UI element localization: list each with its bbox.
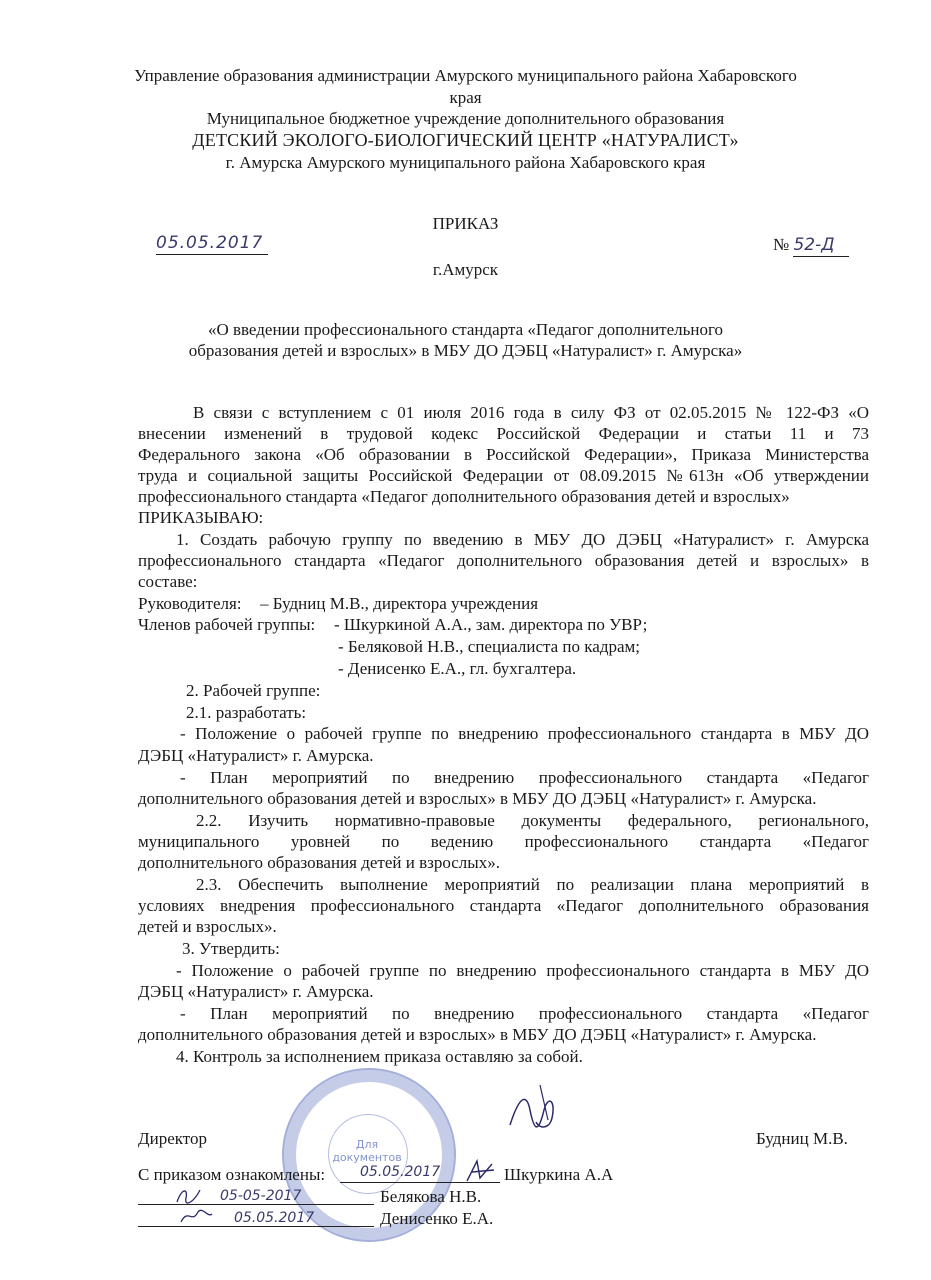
header-line-2: края [449,88,482,107]
item-3-a-line-1: - Положение о рабочей группе по внедрению профессионального стандарта в МБУ ДО [176,961,869,980]
paragraph-1-line-4: труда и социальной защиты Российской Федерации от 08.09.2015 №613н «Об утверждении [138,466,869,485]
order-subject-line-2: образования детей и взрослых» в МБУ ДО ДЭБЦ «Натуралист» г. Амурска» [188,341,743,360]
acquainted-row-3-line [138,1206,374,1227]
item-3-a-line-2: ДЭБЦ «Натуралист» г. Амурска. [138,982,374,1001]
order-number: 52-Д [793,235,849,257]
order-word: ПРИКАЗЫВАЮ: [138,508,264,527]
stamp-text [330,1138,404,1164]
item-2-3-line-1: 2.3. Обеспечить выполнение мероприятий по реализации плана мероприятий в [196,875,869,894]
order-number-line [773,234,849,257]
paragraph-1-line-2: внесении изменений в трудовой кодекс Российской Федерации и статьи 11 и 73 [138,424,869,443]
item-1-line-2: профессионального стандарта «Педагог дополнительного образования детей и взрослых» в [138,551,869,570]
acquainted-row-1-date: 05.05.2017 [360,1164,441,1180]
item-2: 2. Рабочей группе: [186,681,321,700]
member-3: - Денисенко Е.А., гл. бухгалтера. [338,659,577,678]
order-title: ПРИКАЗ [432,214,499,233]
header-line-3: Муниципальное бюджетное учреждение дополнительного образования [206,109,725,128]
item-2-2-line-1: 2.2. Изучить нормативно-правовые документы федерального, регионального, [196,811,869,830]
members-label: Членов рабочей группы: [138,615,316,634]
acquainted-row-1-name: Шкуркина А.А [504,1165,614,1184]
director-signature [500,1080,570,1140]
acquainted-row-2-name: Белякова Н.В. [380,1187,482,1206]
item-2-1-a-line-2: ДЭБЦ «Натуралист» г. Амурска. [138,746,374,765]
header-line-5: г. Амурска Амурского муниципального района Хабаровского края [225,153,706,172]
order-subject-line-1: «О введении профессионального стандарта «Педагог дополнительного [207,320,724,339]
acquainted-label: С приказом ознакомлены: [138,1165,326,1184]
item-2-1: 2.1. разработать: [186,703,307,722]
member-2: - Беляковой Н.В., специалиста по кадрам; [338,637,640,656]
acquainted-row-2-line [138,1184,374,1205]
acquainted-row-3-signature [178,1206,214,1228]
signature-position: Директор [138,1129,207,1148]
order-city: г.Амурск [432,260,499,279]
paragraph-1-line-1: В связи с вступлением с 01 июля 2016 года в силу ФЗ от 02.05.2015 № 122-ФЗ «О [193,403,869,422]
stamp-text-line-1: Для [355,1138,379,1151]
acquainted-row-2-signature [174,1184,204,1206]
order-date: 05.05.2017 [156,233,268,255]
item-1-line-1: 1. Создать рабочую группу по введению в МБУ ДО ДЭБЦ «Натуралист» г. Амурска [176,530,869,549]
item-3-b-line-2: дополнительного образования детей и взрослых» в МБУ ДО ДЭБЦ «Натуралист» г. Амурска. [138,1025,817,1044]
item-2-2-line-3: дополнительного образования детей и взрослых». [138,853,500,872]
paragraph-1-line-5: профессионального стандарта «Педагог дополнительного образования детей и взрослых» [138,487,790,506]
acquainted-row-1-signature [462,1156,502,1186]
stamp-text-line-2: документов [332,1151,402,1164]
leader-label: Руководителя: [138,594,242,613]
acquainted-row-1-line [340,1162,500,1183]
number-sign: № [773,235,790,254]
item-4: 4. Контроль за исполнением приказа оставляю за собой. [176,1047,583,1066]
item-3-b-line-1: - План мероприятий по внедрению профессионального стандарта «Педагог [180,1004,869,1023]
member-1: - Шкуркиной А.А., зам. директора по УВР; [334,615,648,634]
item-3: 3. Утвердить: [182,939,280,958]
item-2-3-line-3: детей и взрослых». [138,917,277,936]
header-line-1: Управление образования администрации Амурского муниципального района Хабаровского [134,66,797,85]
header-center-name: ДЕТСКИЙ ЭКОЛОГО-БИОЛОГИЧЕСКИЙ ЦЕНТР «НАТУРАЛИСТ» [192,130,739,150]
item-2-1-b-line-1: - План мероприятий по внедрению профессионального стандарта «Педагог [180,768,869,787]
acquainted-row-3-date: 05.05.2017 [234,1210,315,1226]
item-2-2-line-2: муниципального уровней по ведению профессионального стандарта «Педагог [138,832,869,851]
paragraph-1-line-3: Федерального закона «Об образовании в Российской Федерации», Приказа Министерства [138,445,869,464]
acquainted-row-3-name: Денисенко Е.А. [380,1209,494,1228]
item-2-1-b-line-2: дополнительного образования детей и взрослых» в МБУ ДО ДЭБЦ «Натуралист» г. Амурска. [138,789,817,808]
order-date-line [156,232,268,255]
leader-value: – Будниц М.В., директора учреждения [260,594,539,613]
signature-name: Будниц М.В. [756,1129,848,1148]
item-2-1-a-line-1: - Положение о рабочей группе по внедрению профессионального стандарта в МБУ ДО [180,724,869,743]
item-2-3-line-2: условиях внедрения профессионального стандарта «Педагог дополнительного образования [138,896,869,915]
item-1-line-3: составе: [138,572,198,591]
acquainted-row-2-date: 05-05-2017 [220,1188,302,1204]
